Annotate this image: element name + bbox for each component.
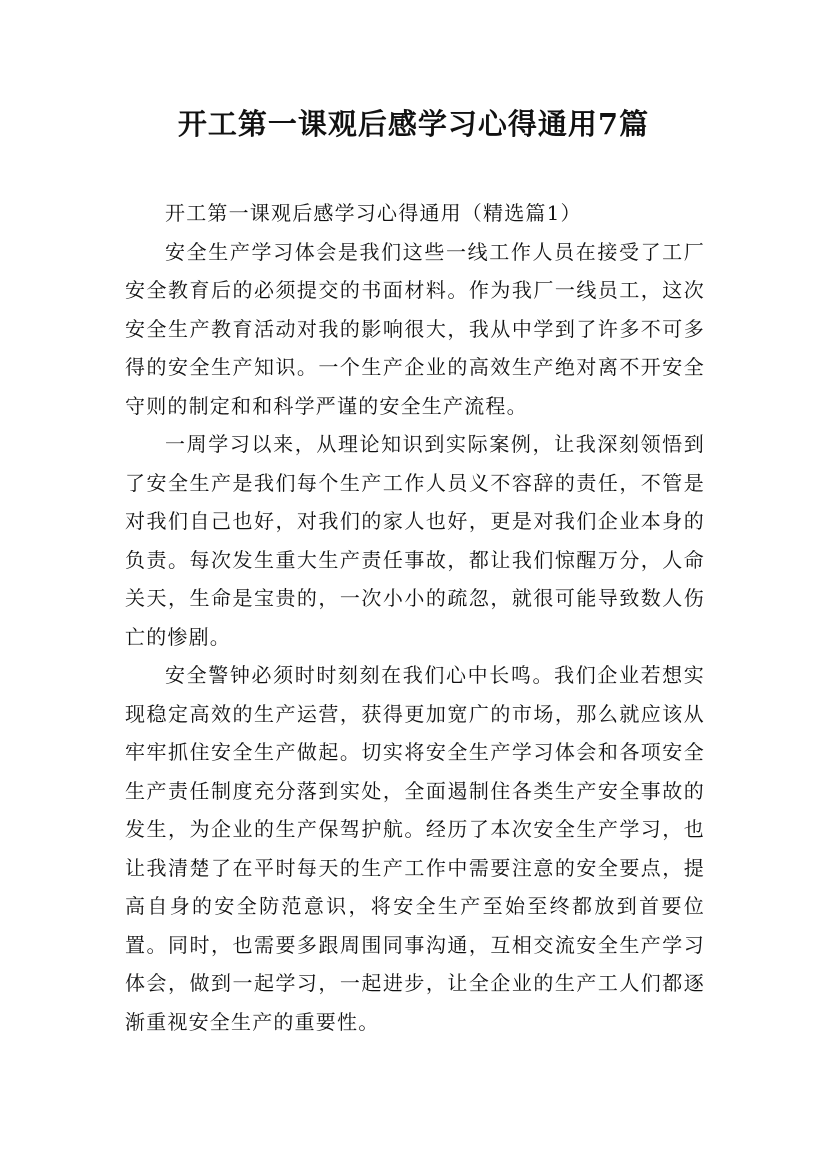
section-heading: 开工第一课观后感学习心得通用（精选篇1） <box>165 201 582 225</box>
document-title: 开工第一课观后感学习心得通用7篇 <box>177 107 650 141</box>
paragraph-2: 一周学习以来，从理论知识到实际案例，让我深刻领悟到了安全生产是我们每个生产工作人员义不容辞的责任，不管是对我们自己也好，对我们的家人也好，更是对我们企业本身的负责。每次发生重大生产责任事故，都让我们惊醒万分，人命关天，生命是宝贵的，一次小小的疏忽，就很可能导致数人伤亡的惨剧。 <box>125 432 705 649</box>
paragraph-1: 安全生产学习体会是我们这些一线工作人员在接受了工厂安全教育后的必须提交的书面材料。作为我厂一线员工，这次安全生产教育活动对我的影响很大，我从中学到了许多不可多得的安全生产知识。一个生产企业的高效生产绝对离不开安全守则的制定和和科学严谨的安全生产流程。 <box>125 239 705 418</box>
paragraph-3: 安全警钟必须时时刻刻在我们心中长鸣。我们企业若想实现稳定高效的生产运营，获得更加宽广的市场，那么就应该从牢牢抓住安全生产做起。切实将安全生产学习体会和各项安全生产责任制度充分落到实处，全面遏制住各类生产安全事故的发生，为企业的生产保驾护航。经历了本次安全生产学习，也让我清楚了在平时每天的生产工作中需要注意的安全要点，提高自身的安全防范意识，将安全生产至始至终都放到首要位置。同时，也需要多跟周围同事沟通，互相交流安全生产学习体会，做到一起学习，一起进步，让全企业的生产工人们都逐渐重视安全生产的重要性。 <box>125 663 705 1034</box>
document-body <box>125 194 705 1041</box>
